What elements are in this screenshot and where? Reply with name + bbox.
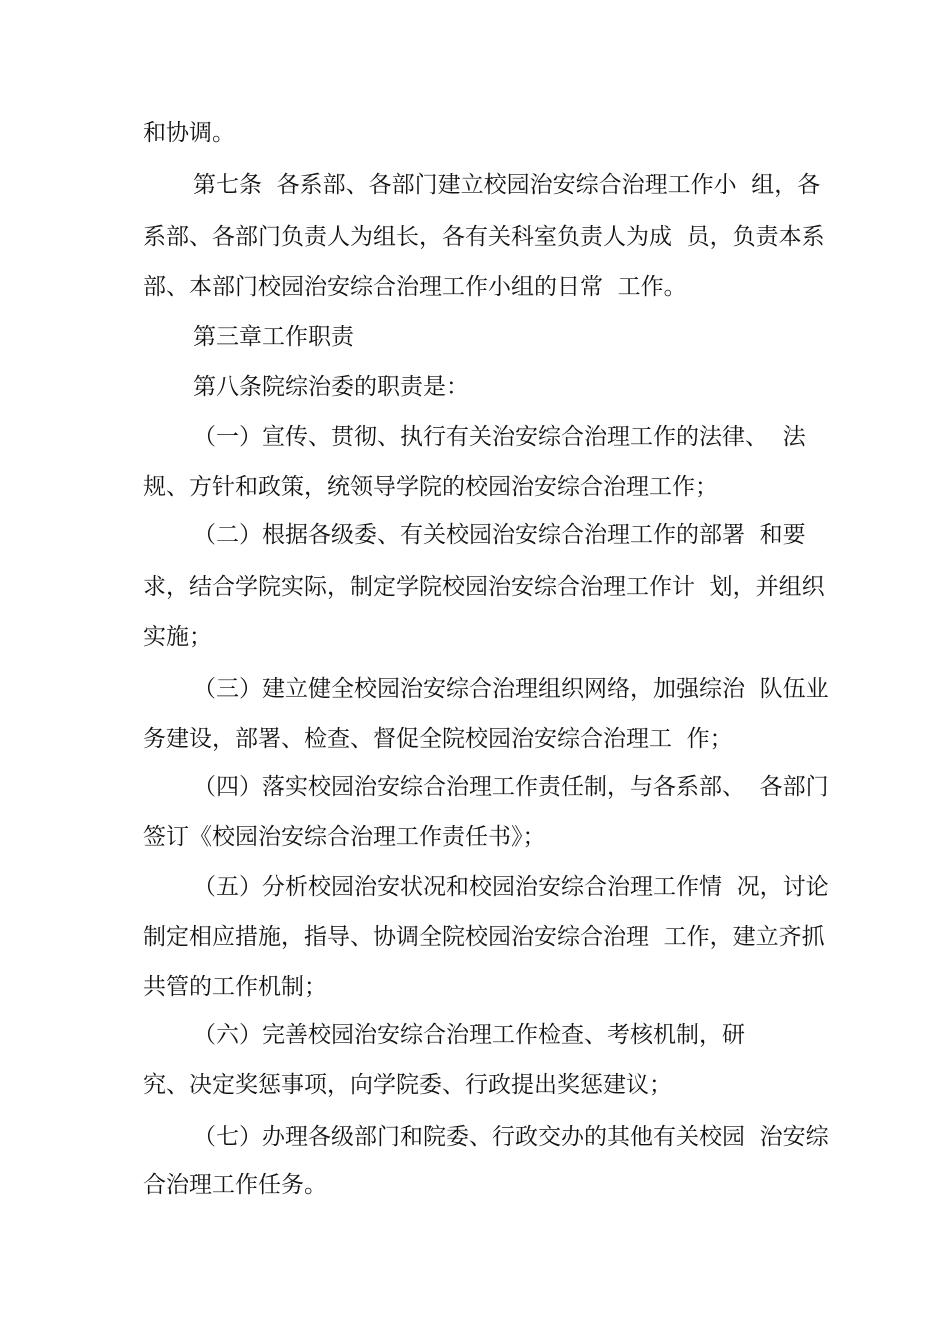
item-2-line: （二）根据各级委、有关校园治安综合治理工作的部署 和要 — [193, 522, 806, 548]
item-1-line: （一）宣传、贯彻、执行有关治安综合治理工作的法律、 法 — [193, 424, 806, 450]
text-line: 系部、各部门负责人为组长，各有关科室负责人为成 员，负责本系 — [143, 224, 825, 250]
text-line: 实施； — [143, 624, 212, 650]
text-line: 合治理工作任务。 — [143, 1172, 327, 1198]
article-7-line: 第七条 各系部、各部门建立校园治安综合治理工作小 组，各 — [193, 172, 821, 198]
item-3-line: （三）建立健全校园治安综合治理组织网络，加强综治 队伍业 — [193, 676, 829, 702]
chapter-heading: 第三章工作职责 — [193, 324, 354, 350]
text-line: 和协调。 — [143, 120, 235, 146]
text-line: 规、方针和政策，统领导学院的校园治安综合治理工作； — [143, 474, 718, 500]
text-line: 务建设，部署、检查、督促全院校园治安综合治理工 作； — [143, 726, 733, 752]
text-line: 共管的工作机制； — [143, 974, 327, 1000]
text-line: 求，结合学院实际，制定学院校园治安综合治理工作计 划，并组织 — [143, 574, 825, 600]
item-4-line: （四）落实校园治安综合治理工作责任制，与各系部、 各部门 — [193, 774, 829, 800]
text-line: 制定相应措施，指导、协调全院校园治安综合治理 工作，建立齐抓 — [143, 924, 825, 950]
text-line: 究、决定奖惩事项，向学院委、行政提出奖惩建议； — [143, 1072, 672, 1098]
text-line: 部、本部门校园治安综合治理工作小组的日常 工作。 — [143, 274, 687, 300]
article-8-line: 第八条院综治委的职责是： — [193, 374, 469, 400]
item-7-line: （七）办理各级部门和院委、行政交办的其他有关校园 治安综 — [193, 1124, 829, 1150]
text-line: 签订《校园治安综合治理工作责任书》； — [143, 824, 546, 850]
item-6-line: （六）完善校园治安综合治理工作检查、考核机制，研 — [193, 1022, 745, 1048]
item-5-line: （五）分析校园治安状况和校园治安综合治理工作情 况，讨论 — [193, 874, 829, 900]
